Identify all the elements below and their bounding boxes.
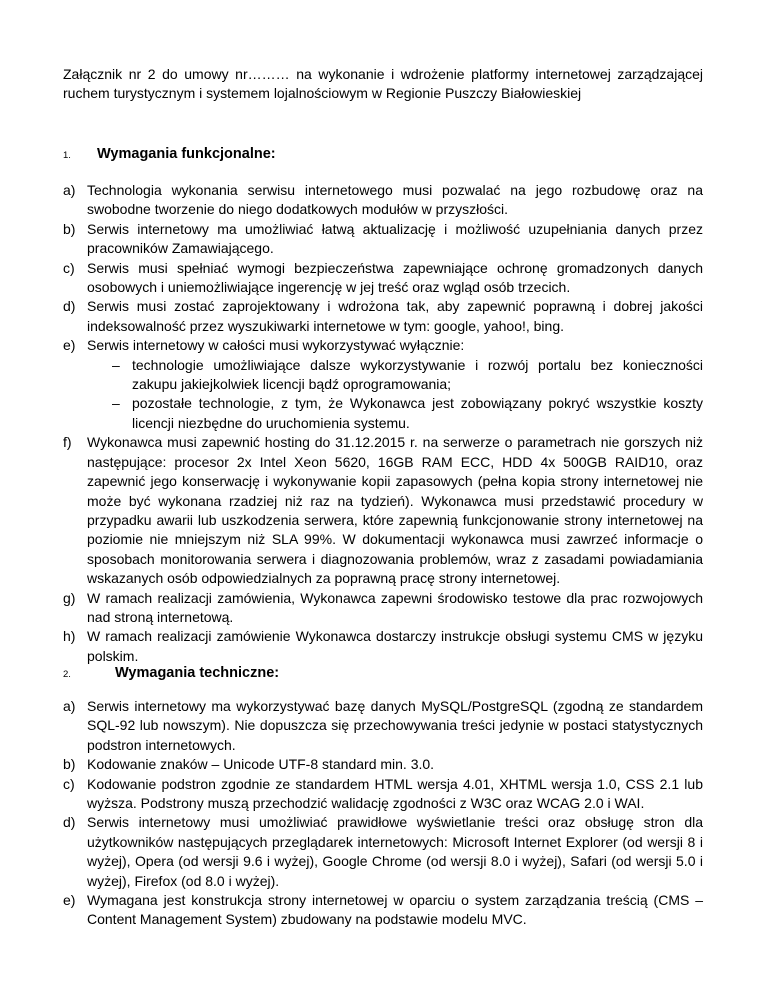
list-item-text: W ramach realizacji zamówienie Wykonawca dostarczy instrukcje obsługi systemu CMS w języku polskim. xyxy=(87,628,703,664)
list-item xyxy=(63,813,703,891)
list-marker: c) xyxy=(63,259,75,276)
list-marker: d) xyxy=(63,298,76,315)
list-item xyxy=(63,181,703,220)
list-item xyxy=(63,220,703,259)
list-item xyxy=(63,755,703,774)
list-item xyxy=(63,433,703,588)
list-marker: f) xyxy=(63,434,72,451)
list-marker: c) xyxy=(63,775,75,792)
list-marker: g) xyxy=(63,589,76,606)
list-item-text: Wymagana jest konstrukcja strony internetowej w oparciu o system zarządzania treścią (CMS – Content Management System) zbudowany na podstawie modelu MVC. xyxy=(87,892,703,928)
sub-list-item-text: technologie umożliwiające dalsze wykorzystywanie i rozwój portalu bez konieczności zakupu jakiejkolwiek licencji bądź oprogramowania; xyxy=(132,356,703,393)
list-item-text: Serwis musi zostać zaprojektowany i wdrożona tak, aby zapewnić poprawną i dobrej jakości indeksowalność przez wyszukiwarki internetowe w tym: google, yahoo!, bing. xyxy=(87,298,703,334)
sub-list-item xyxy=(112,394,703,433)
list-item xyxy=(63,775,703,814)
list-item xyxy=(63,336,703,433)
list-item-text: Technologia wykonania serwisu internetowego musi pozwalać na jego rozbudowę oraz na swobodne tworzenie do niego dodatkowych modułów w przyszłości. xyxy=(87,182,703,218)
list-item-text: Serwis internetowy ma umożliwiać łatwą aktualizację i możliwość uzupełniania danych przez pracowników Zamawiającego. xyxy=(87,220,703,257)
dash-marker: – xyxy=(112,356,120,373)
section-number: 1. xyxy=(63,150,71,161)
list-item xyxy=(63,891,703,930)
list-marker: h) xyxy=(63,628,76,645)
section-number: 2. xyxy=(63,669,71,680)
section-title: Wymagania funkcjonalne: xyxy=(97,146,276,162)
list-marker: b) xyxy=(63,756,76,773)
intro-paragraph: Załącznik nr 2 do umowy nr……… na wykonanie i wdrożenie platformy internetowej zarządzającej ruchem turystycznym i systemem lojalnościowym w Regionie Puszczy Białowieskiej xyxy=(63,66,703,102)
list-item-text: Kodowanie znaków – Unicode UTF-8 standard min. 3.0. xyxy=(87,756,435,773)
sub-list-item xyxy=(112,356,703,395)
list-marker: e) xyxy=(63,892,76,909)
list-item-text: Serwis internetowy w całości musi wykorzystywać wyłącznie: xyxy=(87,337,465,354)
sub-list xyxy=(87,356,703,434)
list-marker: a) xyxy=(63,698,76,714)
list-item xyxy=(63,259,703,298)
list-marker: d) xyxy=(63,814,76,831)
sub-list-item-text: pozostałe technologie, z tym, że Wykonawca jest zobowiązany pokryć wszystkie koszty licencji niezbędne do uruchomienia systemu. xyxy=(132,395,703,431)
section-1-list xyxy=(63,181,703,666)
list-item-text: Serwis internetowy ma wykorzystywać bazę danych MySQL/PostgreSQL (zgodną ze standardem SQL-92 lub nowszym). Nie dopuszcza się przechowywania treści jedynie w postaci statystycznych podstron internetowych. xyxy=(87,698,703,753)
list-item-text: Serwis internetowy musi umożliwiać prawidłowe wyświetlanie treści oraz obsługę stron dla użytkowników następujących przeglądarek internetowych: Microsoft Internet Explorer (od wersji 8 i wyżej), Opera (od wersji 9.6 i wyżej), Google Chrome (od wersji 8.0 i wyżej), Safari (od wersji 5.0 i wyżej), Firefox (od 8.0 i wyżej). xyxy=(87,814,703,889)
section-2-list xyxy=(63,697,703,930)
list-marker: e) xyxy=(63,337,76,354)
list-item-text: Serwis musi spełniać wymogi bezpieczeństwa zapewniające ochronę gromadzonych danych osobowych i uniemożliwiające ingerencję w jej treść oraz wgląd osób trzecich. xyxy=(87,259,703,296)
list-item xyxy=(63,627,703,666)
section-2-heading xyxy=(63,665,279,681)
list-marker: b) xyxy=(63,220,76,237)
list-item xyxy=(63,589,703,628)
list-item-text: Wykonawca musi zapewnić hosting do 31.12.2015 r. na serwerze o parametrach nie gorszych niż następujące: procesor 2x Intel Xeon 5620, 16GB RAM ECC, HDD 4x 500GB RAID10, oraz zapewnić jego konserwację i wykonywanie kopii zapasowych (pełna kopia strony internetowej nie może być wykonana rzadziej niż raz na tydzień). Wykonawca musi przedstawić procedury w przypadku awarii lub uszkodzenia serwera, które zapewnią funkcjonowanie strony internetowej na poziomie nie mniejszym niż SLA 99%. W dokumentacji wykonawca musi zawrzeć informacje o sposobach monitorowania serwera i diagnozowania problemów, wraz z zasadami powiadamiania wskazanych osób odpowiedzialnych za poprawną pracę strony internetowej. xyxy=(87,434,703,587)
section-title: Wymagania techniczne: xyxy=(115,665,280,681)
section-1-heading xyxy=(63,146,276,162)
list-item xyxy=(63,297,703,336)
list-marker: a) xyxy=(63,182,76,198)
list-item-text: Kodowanie podstron zgodnie ze standardem HTML wersja 4.01, XHTML wersja 1.0, CSS 2.1 lub wyższa. Podstrony muszą przechodzić walidację zgodności z W3C oraz WCAG 2.0 i WAI. xyxy=(87,775,703,812)
list-item xyxy=(63,697,703,755)
dash-marker: – xyxy=(112,395,120,412)
list-item-text: W ramach realizacji zamówienia, Wykonawca zapewni środowisko testowe dla prac rozwojowych nad stroną internetową. xyxy=(87,589,703,625)
